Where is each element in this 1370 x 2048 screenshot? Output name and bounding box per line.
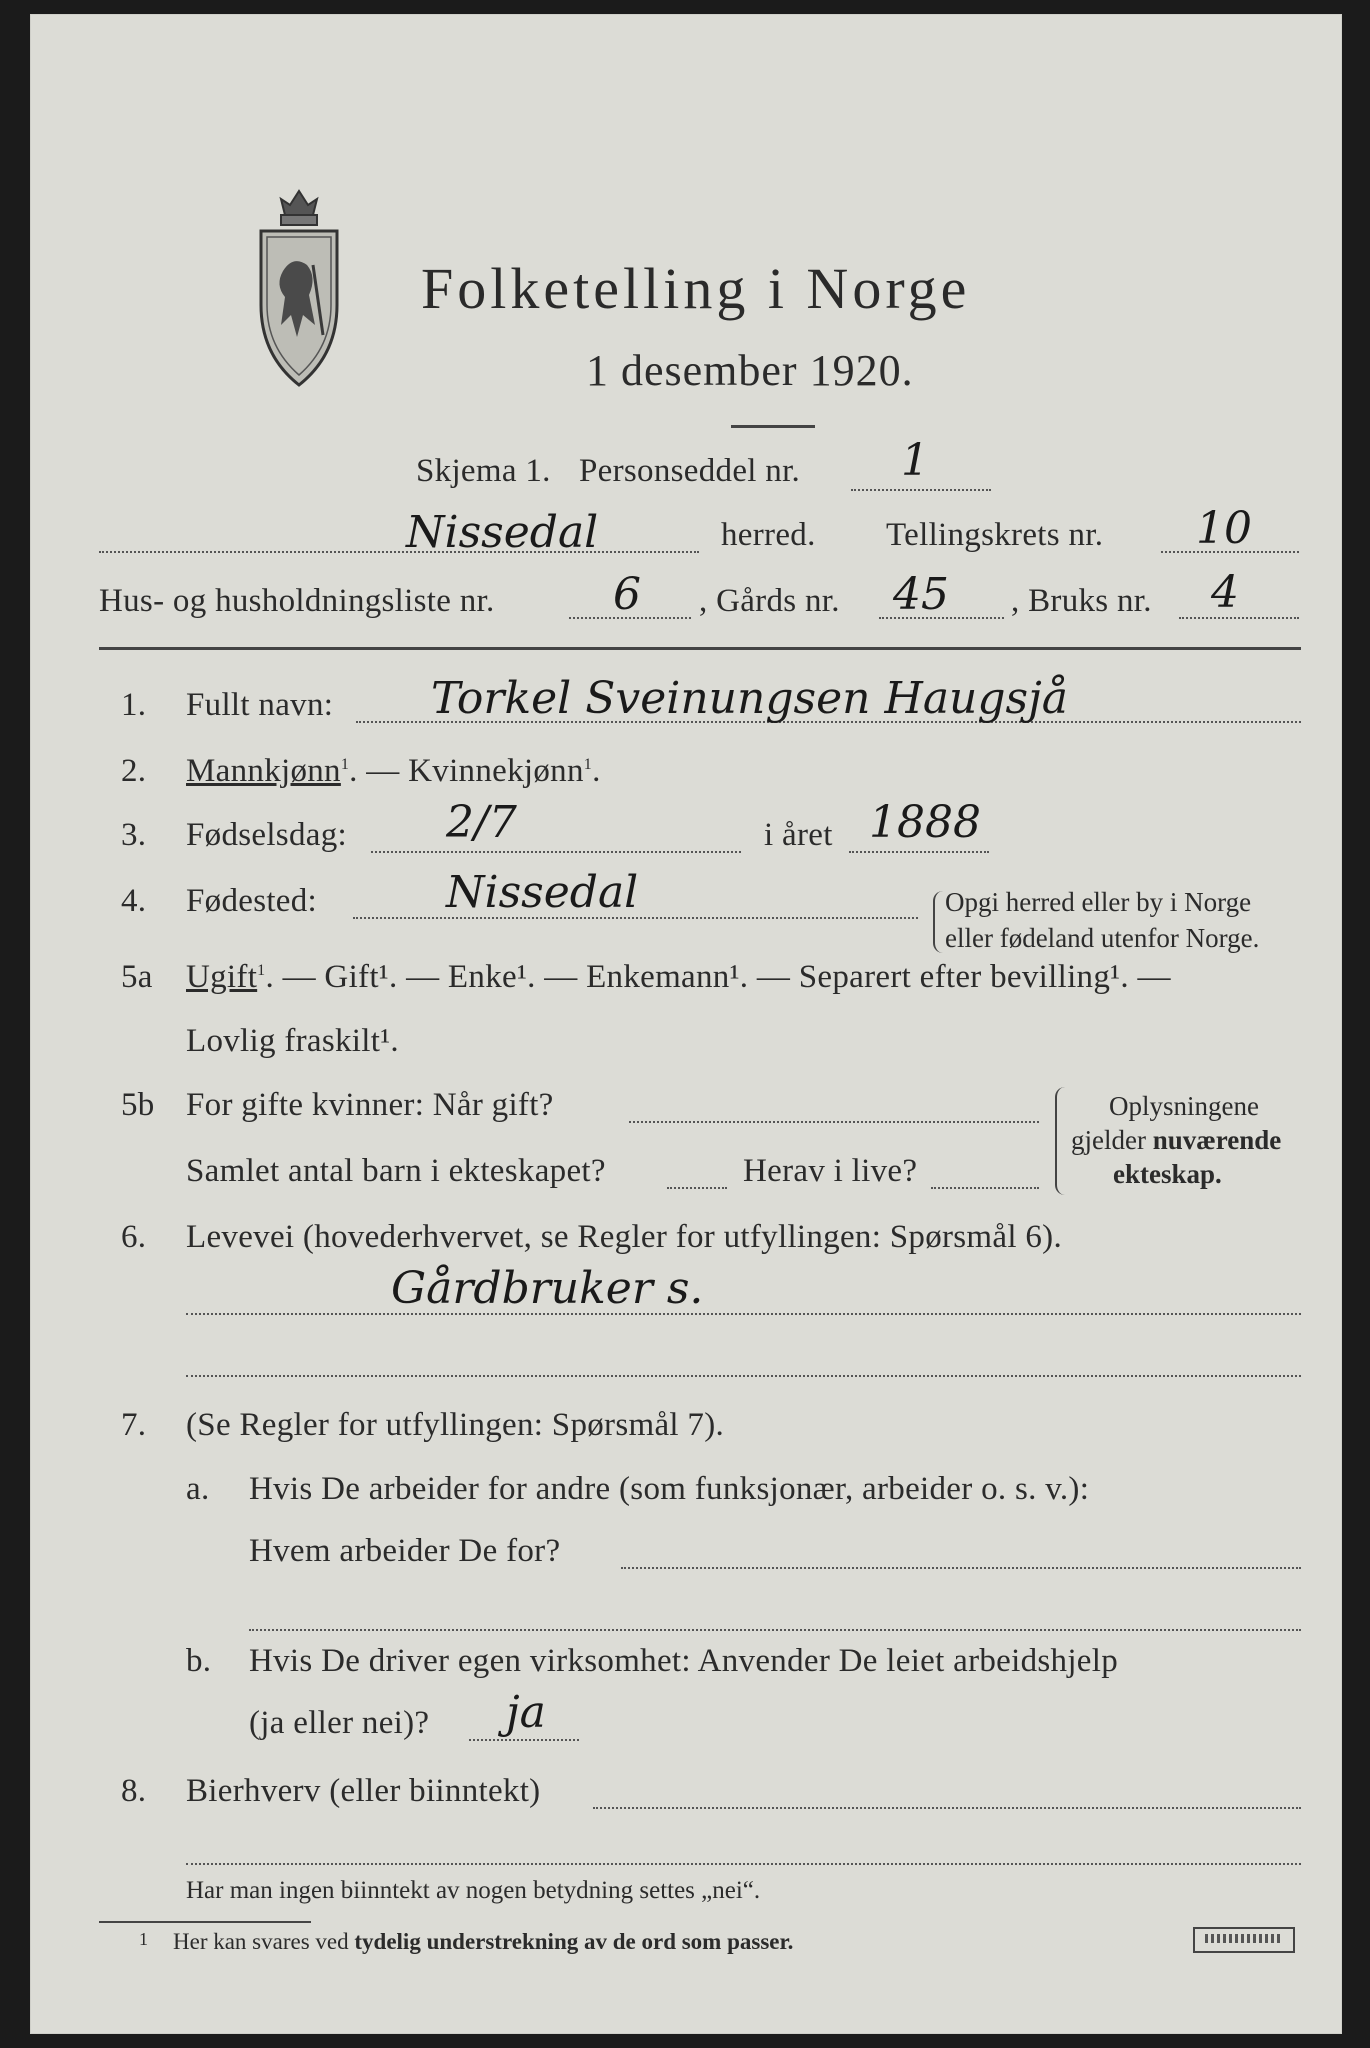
q3-year-label: i året [764, 817, 833, 853]
form-subtitle: 1 desember 1920. [586, 346, 914, 395]
footnote-divider [99, 1921, 311, 1923]
gards-value: 45 [893, 569, 949, 620]
q4-note-line1: Opgi herred eller by i Norge [945, 887, 1252, 917]
q6-occupation: Gårdbruker s. [391, 1263, 704, 1314]
q4-note-line2: eller fødeland utenfor Norge. [945, 923, 1260, 953]
footnote-mark: 1 [139, 1929, 148, 1949]
q7a-question: Hvem arbeider De for? [249, 1533, 561, 1569]
q6-label: Levevei (hovederhvervet, se Regler for utfyllingen: Spørsmål 6). [186, 1219, 1063, 1255]
q7a-text: Hvis De arbeider for andre (som funksjonær, arbeider o. s. v.): [249, 1471, 1090, 1507]
printer-stamp-icon [1193, 1927, 1295, 1953]
q1-label: Fullt navn: [186, 687, 334, 723]
q4-birthplace: Nissedal [446, 867, 639, 918]
footnote-text-a: Her kan svares ved [173, 1929, 349, 1954]
tellingskrets-value: 10 [1196, 503, 1252, 554]
q1-full-name: Torkel Sveinungsen Haugsjå [431, 673, 1069, 724]
title-divider [731, 425, 815, 428]
q7-number: 7. [121, 1407, 147, 1443]
q5b-line1: For gifte kvinner: Når gift? [186, 1087, 554, 1123]
q4-label: Fødested: [186, 883, 318, 919]
herred-value: Nissedal [406, 507, 599, 558]
q7b-text: Hvis De driver egen virksomhet: Anvender De leiet arbeidshjelp [249, 1643, 1119, 1679]
q8-note: Har man ingen biinntekt av nogen betydning settes „nei“. [186, 1877, 761, 1904]
q7-label: (Se Regler for utfyllingen: Spørsmål 7). [186, 1407, 725, 1443]
q5b-note-line1: Oplysningene [1109, 1091, 1259, 1121]
form-title: Folketelling i Norge [421, 256, 971, 321]
q3-birth-year: 1888 [869, 797, 981, 848]
q8-number: 8. [121, 1773, 147, 1809]
q3-label: Fødselsdag: [186, 817, 347, 853]
q5b-line2a: Samlet antal barn i ekteskapet? [186, 1153, 606, 1189]
q5a-number: 5a [121, 959, 153, 995]
q3-number: 3. [121, 817, 147, 853]
personseddel-label: Personseddel nr. [579, 453, 801, 489]
coat-of-arms-icon [253, 185, 345, 395]
tellingskrets-label: Tellingskrets nr. [886, 517, 1104, 553]
census-form-sheet: Folketelling i Norge 1 desember 1920. Skjema 1. Personseddel nr. 1 Nissedal herred. Tellingskrets nr. 10 Hus- og husholdningsliste nr. 6 , Gårds nr. 45 , Bruks nr. 4 1. Fullt navn: Torkel Sveinungsen Haugsjå 2. Mannkjønn$^1$. — Kvinnekjønn$^1$. 3. Fødselsdag: 2/7 i året 1888 4. Fødested: Nissedal Opgi herred eller by i Norge eller fødeland utenfor Norge. 5a Ugift$^1$. — Gift¹. — Enke¹. — Enkemann¹. — Separert efter bevilling¹. — Lovlig fraskilt¹. 5b For gifte kvinner: Når gift? Samlet antal barn i ekteskapet? Herav i live? Oplysningene gjelder nuværende ekteskap. 6. Levevei (hovederhvervet, se Regler for utfyllingen: Spørsmål 6). Gårdbruker s. 7. (Se Regler for utfyllingen: Spørsmål 7). a. Hvis De arbeider for andre (som funksjonær, arbeider o. s. v.): Hvem arbeider De for? b. Hvis De driver egen virksomhet: Anvender De leiet arbeidshjelp (ja eller nei)? ja 8. Bierhverv (eller biinntekt) Har man ingen biinntekt av nogen betydning settes „nei“. 1 Her kan svares ved tydelig understrekning av de ord som passer. [30, 14, 1342, 2034]
q5b-number: 5b [121, 1087, 155, 1123]
q5b-note-line3: ekteskap. [1113, 1159, 1222, 1189]
q8-label: Bierhverv (eller biinntekt) [186, 1773, 541, 1809]
q7a-letter: a. [186, 1471, 210, 1507]
q4-number: 4. [121, 883, 147, 919]
q7b-letter: b. [186, 1643, 212, 1679]
q3-birthdate: 2/7 [446, 797, 517, 848]
husliste-label: Hus- og husholdningsliste nr. [99, 583, 495, 619]
personseddel-value: 1 [901, 435, 929, 486]
q2-number: 2. [121, 753, 147, 789]
herred-label: herred. [721, 517, 816, 553]
q7b-question: (ja eller nei)? [249, 1705, 430, 1741]
q5b-note-line2b: nuværende [1152, 1125, 1282, 1155]
q2-male-option: Mannkjønn [186, 753, 341, 789]
q2-female-option: Kvinnekjønn [408, 753, 584, 789]
q5b-note-line2: gjelder [1071, 1125, 1146, 1155]
section-divider [99, 647, 1301, 650]
q1-number: 1. [121, 687, 147, 723]
footnote-text-b: tydelig understrekning av de ord som passer. [354, 1929, 794, 1954]
q7b-answer: ja [506, 1687, 546, 1738]
gards-label: , Gårds nr. [699, 583, 840, 619]
bruks-label: , Bruks nr. [1011, 583, 1152, 619]
schema-label: Skjema 1. [416, 453, 551, 489]
q5b-line2b: Herav i live? [743, 1153, 918, 1189]
q6-number: 6. [121, 1219, 147, 1255]
q5a-ugift-option: Ugift [186, 959, 258, 995]
q5a-line2: Lovlig fraskilt¹. [186, 1023, 399, 1059]
bruks-value: 4 [1211, 567, 1239, 618]
husliste-value: 6 [613, 569, 641, 620]
q5a-other-options: . — Gift¹. — Enke¹. — Enkemann¹. — Separert efter bevilling¹. — [265, 959, 1171, 995]
